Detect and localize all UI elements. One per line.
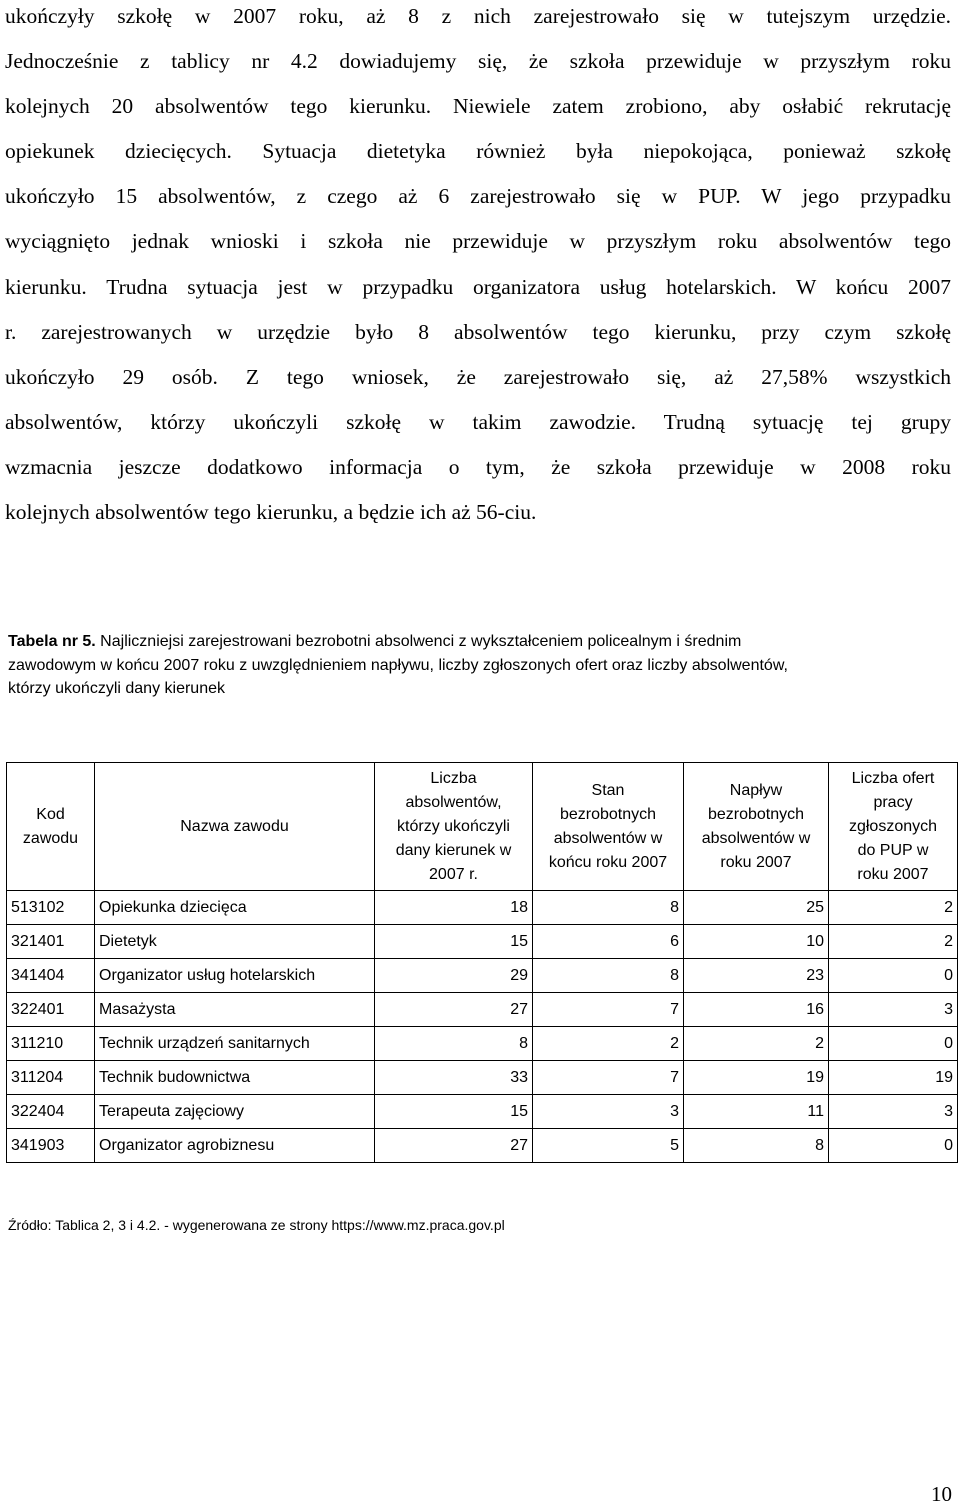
cell-graduates: 27 bbox=[375, 993, 533, 1027]
cell-unemployed: 8 bbox=[533, 959, 684, 993]
cell-offers: 19 bbox=[829, 1061, 958, 1095]
cell-unemployed: 8 bbox=[533, 891, 684, 925]
cell-offers: 0 bbox=[829, 1129, 958, 1163]
cell-unemployed: 2 bbox=[533, 1027, 684, 1061]
cell-name: Technik urządzeń sanitarnych bbox=[95, 1027, 375, 1061]
cell-code: 321401 bbox=[7, 925, 95, 959]
cell-name: Dietetyk bbox=[95, 925, 375, 959]
header-job-offers: Liczba ofert pracy zgłoszonych do PUP w roku 2007 bbox=[829, 763, 958, 891]
cell-code: 341903 bbox=[7, 1129, 95, 1163]
header-code: Kod zawodu bbox=[7, 763, 95, 891]
paragraph-line: Jednocześnie z tablicy nr 4.2 dowiadujemy się, że szkoła przewiduje w przyszłym roku bbox=[5, 49, 951, 74]
table-row bbox=[7, 891, 958, 925]
header-graduates: Liczba absolwentów, którzy ukończyli dany kierunek w 2007 r. bbox=[375, 763, 533, 891]
paragraph-line: ukończyło 15 absolwentów, z czego aż 6 zarejestrowało się w PUP. W jego przypadku bbox=[5, 184, 951, 209]
cell-offers: 3 bbox=[829, 993, 958, 1027]
table-row bbox=[7, 1061, 958, 1095]
caption-line: którzy ukończyli dany kierunek bbox=[8, 680, 225, 697]
paragraph-line: kolejnych 20 absolwentów tego kierunku. Niewiele zatem zrobiono, aby osłabić rekrutację bbox=[5, 94, 951, 119]
cell-offers: 0 bbox=[829, 1027, 958, 1061]
cell-offers: 0 bbox=[829, 959, 958, 993]
paragraph-line: kierunku. Trudna sytuacja jest w przypadku organizatora usług hotelarskich. W końcu 2007 bbox=[5, 274, 951, 299]
cell-offers: 3 bbox=[829, 1095, 958, 1129]
cell-graduates: 15 bbox=[375, 1095, 533, 1129]
cell-name: Organizator usług hotelarskich bbox=[95, 959, 375, 993]
source-note: Źródło: Tablica 2, 3 i 4.2. - wygenerowana ze strony https://www.mz.praca.gov.pl bbox=[8, 1217, 505, 1233]
cell-name: Masażysta bbox=[95, 993, 375, 1027]
cell-graduates: 8 bbox=[375, 1027, 533, 1061]
table-row bbox=[7, 925, 958, 959]
graduates-table bbox=[6, 762, 958, 1163]
cell-unemployed: 6 bbox=[533, 925, 684, 959]
paragraph-line: r. zarejestrowanych w urzędzie było 8 absolwentów tego kierunku, przy czym szkołę bbox=[5, 319, 951, 344]
cell-code: 311210 bbox=[7, 1027, 95, 1061]
cell-unemployed: 7 bbox=[533, 993, 684, 1027]
paragraph-line: wzmacnia jeszcze dodatkowo informacja o tym, że szkoła przewiduje w 2008 roku bbox=[5, 454, 951, 479]
cell-name: Organizator agrobiznesu bbox=[95, 1129, 375, 1163]
cell-unemployed: 5 bbox=[533, 1129, 684, 1163]
paragraph-line: ukończyły szkołę w 2007 roku, aż 8 z nich zarejestrowało się w tutejszym urzędzie. bbox=[5, 4, 951, 28]
cell-inflow: 23 bbox=[684, 959, 829, 993]
caption-text: Najliczniejsi zarejestrowani bezrobotni absolwenci z wykształceniem policealnym i średnim bbox=[95, 633, 742, 650]
table-row bbox=[7, 959, 958, 993]
paragraph-line: opiekunek dziecięcych. Sytuacja dietetyka również była niepokojąca, ponieważ szkołę bbox=[5, 139, 951, 164]
cell-unemployed: 7 bbox=[533, 1061, 684, 1095]
cell-inflow: 11 bbox=[684, 1095, 829, 1129]
paragraph-line: ukończyło 29 osób. Z tego wniosek, że zarejestrowało się, aż 27,58% wszystkich bbox=[5, 364, 951, 389]
cell-name: Terapeuta zajęciowy bbox=[95, 1095, 375, 1129]
table-row bbox=[7, 1129, 958, 1163]
caption-label: Tabela nr 5. bbox=[8, 633, 96, 650]
cell-graduates: 18 bbox=[375, 891, 533, 925]
cell-inflow: 10 bbox=[684, 925, 829, 959]
cell-graduates: 29 bbox=[375, 959, 533, 993]
cell-name: Technik budownictwa bbox=[95, 1061, 375, 1095]
cell-code: 513102 bbox=[7, 891, 95, 925]
header-unemployed: Stan bezrobotnych absolwentów w końcu roku 2007 bbox=[533, 763, 684, 891]
table-row bbox=[7, 1027, 958, 1061]
cell-inflow: 8 bbox=[684, 1129, 829, 1163]
paragraph-line: absolwentów, którzy ukończyli szkołę w takim zawodzie. Trudną sytuację tej grupy bbox=[5, 409, 951, 434]
cell-code: 322404 bbox=[7, 1095, 95, 1129]
cell-name: Opiekunka dziecięca bbox=[95, 891, 375, 925]
cell-inflow: 2 bbox=[684, 1027, 829, 1061]
cell-inflow: 19 bbox=[684, 1061, 829, 1095]
paragraph-line: wyciągnięto jednak wnioski i szkoła nie przewiduje w przyszłym roku absolwentów tego bbox=[5, 229, 951, 254]
cell-code: 341404 bbox=[7, 959, 95, 993]
paragraph-line: kolejnych absolwentów tego kierunku, a będzie ich aż 56-ciu. bbox=[5, 500, 537, 525]
table-row bbox=[7, 1095, 958, 1129]
cell-code: 322401 bbox=[7, 993, 95, 1027]
table-row bbox=[7, 993, 958, 1027]
caption-line: zawodowym w końcu 2007 roku z uwzględnieniem napływu, liczby zgłoszonych ofert oraz liczby absolwentów, bbox=[8, 656, 788, 674]
cell-graduates: 15 bbox=[375, 925, 533, 959]
cell-graduates: 27 bbox=[375, 1129, 533, 1163]
page-number: 10 bbox=[931, 1482, 952, 1506]
table-header-row bbox=[7, 763, 958, 891]
cell-code: 311204 bbox=[7, 1061, 95, 1095]
cell-unemployed: 3 bbox=[533, 1095, 684, 1129]
cell-offers: 2 bbox=[829, 891, 958, 925]
table-caption bbox=[8, 630, 950, 701]
body-paragraph bbox=[5, 0, 951, 535]
header-occupation-name: Nazwa zawodu bbox=[95, 763, 375, 891]
cell-offers: 2 bbox=[829, 925, 958, 959]
header-inflow: Napływ bezrobotnych absolwentów w roku 2007 bbox=[684, 763, 829, 891]
cell-inflow: 16 bbox=[684, 993, 829, 1027]
cell-inflow: 25 bbox=[684, 891, 829, 925]
cell-graduates: 33 bbox=[375, 1061, 533, 1095]
caption-line bbox=[8, 630, 950, 654]
